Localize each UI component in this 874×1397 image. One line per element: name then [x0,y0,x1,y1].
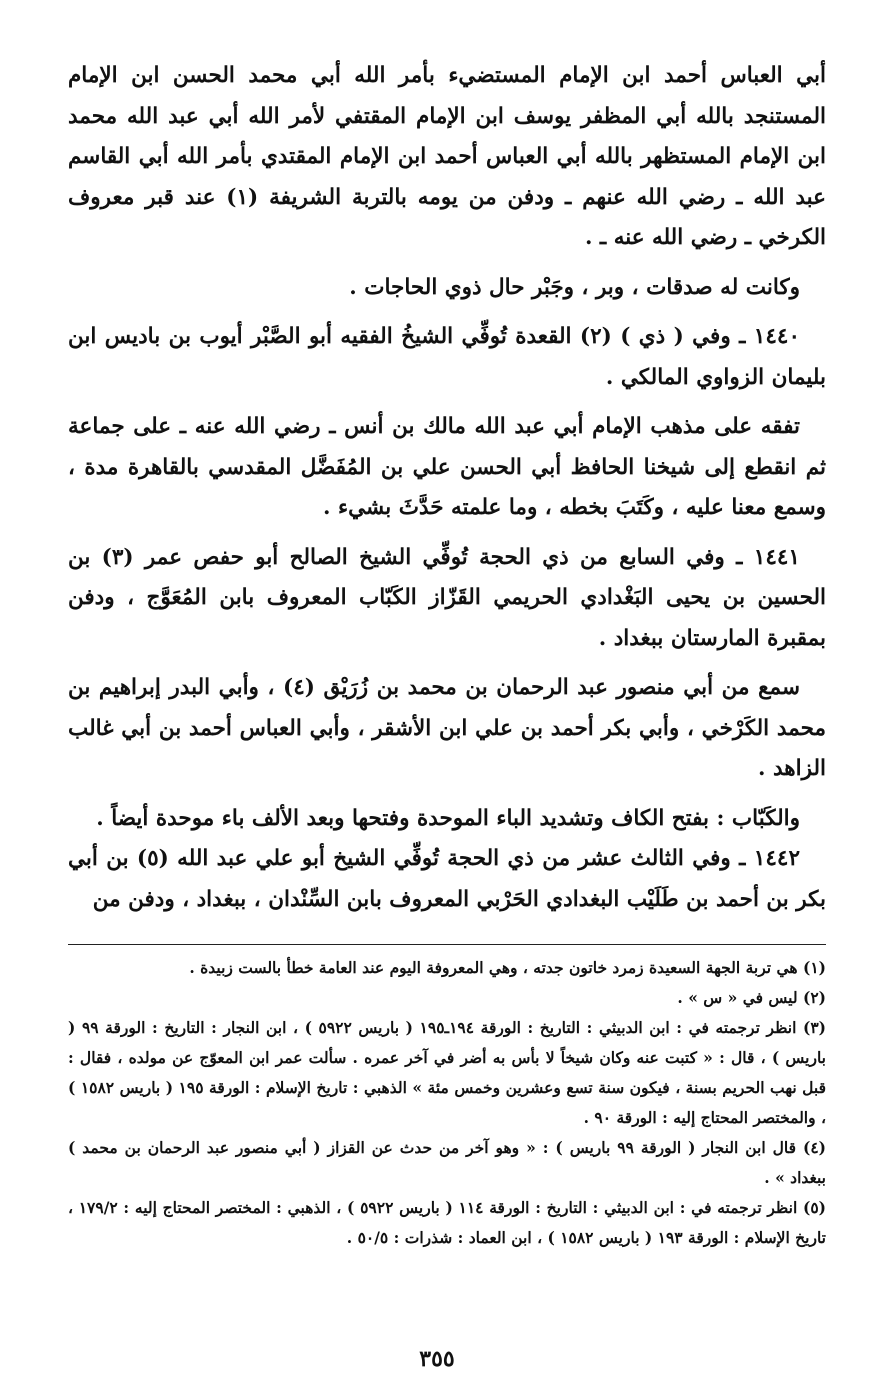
entry-1442 [68,839,826,920]
book-page [68,56,826,1253]
footnote-divider [68,944,826,945]
entry-number: ١٤٤١ [753,544,800,570]
footnote-1: (١) هي تربة الجهة السعيدة زمرد خاتون جدته ، وهي المعروفة اليوم عند العامة خطأ بالست زبيدة . [189,958,826,977]
entry-text: ـ وفي الثالث عشر من ذي الحجة تُوفِّي الشيخ أبو علي عبد الله (٥) بن أبي بكر بن أحمد بن طَلَيْب البغدادي الحَرْبي المعروف بابن السِّنْدان ، ببغداد ، ودفن من [68,846,826,912]
page-number: ٣٥٥ [419,1346,455,1372]
footnote-4: (٤) قال ابن النجار ( الورقة ٩٩ باريس ) : « وهو آخر من حدث عن القزاز ( أبي منصور عبد الرحمان بن محمد ) ببغداد » . [68,1138,826,1187]
entry-1441 [68,538,826,660]
entry-text: ـ وفي ( ذي ) (٢) القعدة تُوفِّي الشيخُ الفقيه أبو الصَّبْر أيوب بن باديس ابن بليمان الزواوي المالكي . [68,324,826,390]
entry-number: ١٤٤٠ [753,324,800,349]
entry-1440 [68,317,826,398]
paragraph-charity: وكانت له صدقات ، وبر ، وجَبْر حال ذوي الحاجات . [349,274,800,300]
footnote-3: (٣) انظر ترجمته في : ابن الدبيثي : التاريخ : الورقة ١٩٤ـ١٩٥ ( باريس ٥٩٢٢ ) ، ابن النجار : التاريخ : الورقة ٩٩ ( باريس ) ، قال : « كتبت عنه وكان شيخاً لا بأس به أضر في آخر عمره . سألت عمر ابن المعوّج عن مولده ، فقال : قبل نهب الحريم بسنة ، فيكون سنة تسع وعشرين وخمس مئة » الذهبي : تاريخ الإسلام : الورقة ١٩٥ ( باريس ١٥٨٢ ) ، والمختصر المحتاج إليه : الورقة ٩٠ . [68,1018,826,1127]
entry-text: ـ وفي السابع من ذي الحجة تُوفِّي الشيخ الصالح أبو حفص عمر (٣) بن الحسين بن يحيى البَغْدادي الحريمي القَزّاز الكَبّاب المعروف بابن المُعَوَّج ، ودفن بمقبرة المارستان ببغداد . [68,544,826,651]
entry-number: ١٤٤٢ [753,846,800,871]
paragraph-teachers: سمع من أبي منصور عبد الرحمان بن محمد بن زُرَيْق (٤) ، وأبي البدر إبراهيم بن محمد الكَرْخي ، وأبي بكر أحمد بن علي ابن الأشقر ، وأبي العباس أحمد بن أبي غالب الزاهد . [68,675,826,781]
paragraph-fiqh: تفقه على مذهب الإمام أبي عبد الله مالك بن أنس ـ رضي الله عنه ـ على جماعة ثم انقطع إلى شيخنا الحافظ أبي الحسن علي بن المُفَضَّل المقدسي بالقاهرة مدة ، وسمع معنا عليه ، وكَتَبَ بخطه ، وما علمته حَدَّثَ بشيء . [68,414,826,520]
footnotes [68,953,826,1253]
paragraph-lineage: أبي العباس أحمد ابن الإمام المستضيء بأمر الله أبي محمد الحسن ابن الإمام المستنجد بالله أبي المظفر يوسف ابن الإمام المقتفي لأمر الله أبي عبد الله محمد ابن الإمام المستظهر بالله أبي العباس أحمد ابن الإمام المقتدي بأمر الله أبي القاسم عبد الله ـ رضي الله عنهم ـ ودفن من يومه بالتربة الشريفة (١) عند قبر معروف الكرخي ـ رضي الله عنه ـ . [68,63,826,250]
paragraph-kabbab-note: والكَبّاب : بفتح الكاف وتشديد الباء الموحدة وفتحها وبعد الألف باء موحدة أيضاً . [96,805,800,831]
footnote-5: (٥) انظر ترجمته في : ابن الدبيثي : التاريخ : الورقة ١١٤ ( باريس ٥٩٢٢ ) ، الذهبي : المختصر المحتاج إليه : ١٧٩/٢ ، تاريخ الإسلام : الورقة ١٩٣ ( باريس ١٥٨٢ ) ، ابن العماد : شذرات : ٥٠/٥ . [68,1198,826,1247]
main-text [68,56,826,920]
footnote-2: (٢) ليس في « س » . [677,988,826,1007]
